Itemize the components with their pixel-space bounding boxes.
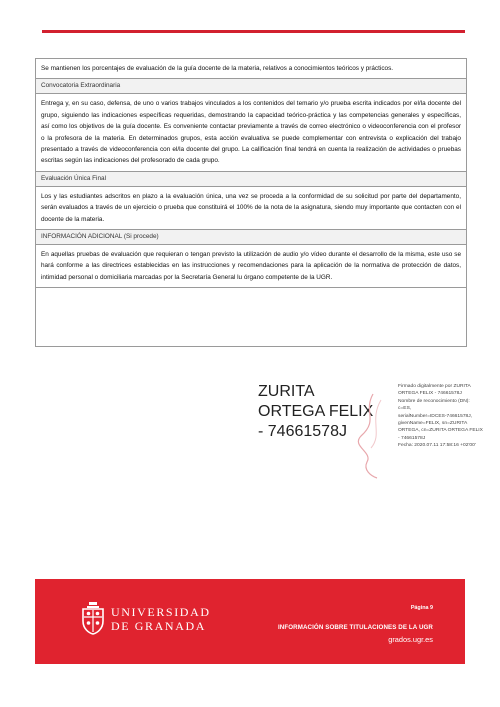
table-empty-space [36, 288, 466, 347]
section-header-additional-info: INFORMACIÓN ADICIONAL (Si procede) [36, 230, 466, 245]
university-name-line2: DE GRANADA [111, 619, 206, 633]
website-link[interactable]: grados.ugr.es [388, 635, 433, 644]
section-header-extraordinary: Convocatoria Extraordinaria [36, 79, 466, 94]
single-final-text: Los y las estudiantes adscritos en plazo a la evaluación única, una vez se proceda a la conformidad de su solicitud por parte del departamento, serán evaluados a través de un ejercicio o prueba que constituirá el 100% de la nota de la asignatura, siendo muy importante que contacten con el docente de la materia. [36, 187, 466, 230]
university-crest-icon [81, 601, 105, 635]
signature-name: ZURITA ORTEGA FELIX - 74661578J [258, 383, 374, 440]
footer-banner [35, 579, 465, 664]
section-header-single-final: Evaluación Única Final [36, 172, 466, 187]
university-name-line1: UNIVERSIDAD [111, 605, 211, 619]
evaluation-table [35, 58, 467, 347]
evaluation-text: Se mantienen los porcentajes de evaluación de la guía docente de la materia, relativos a conocimientos teóricos y prácticos. [36, 59, 466, 79]
page-number: Página 9 [410, 605, 433, 611]
extraordinary-text: Entrega y, en su caso, defensa, de uno o varios trabajos vinculados a los contenidos del temario y/o prueba escrita indicados por el/la docente del grupo, siguiendo las indicaciones específicas requeridas, demostrando la capacidad teórico-práctica y las competencias generales y específicas, así como los objetivos de la guía docente. Es conveniente contactar previamente a través de correo electrónico o videoconferencia con el profesor o la profesora de la materia. En determinados grupos, esta acción evaluativa se puede complementar con entrevista o explicación del trabajo presentado a través de videoconferencia con el/la docente del grupo. La calificación final tendrá en cuenta la realización de actividades o pruebas escritas según las indicaciones del profesorado de cada grupo. [36, 94, 466, 171]
additional-info-text: En aquellas pruebas de evaluación que requieran o tengan previsto la utilización de audio y/o vídeo durante el desarrollo de la misma, este uso se hará conforme a las directrices establecidas en las instrucciones y recomendaciones para la aplicación de la normativa de protección de datos, intimidad personal o domiciliaria marcadas por la Secretaría General lu órgano competente de la UGR. [36, 245, 466, 288]
top-accent-bar [42, 30, 465, 33]
signature-scribble-icon [343, 390, 393, 480]
signature-details: Firmado digitalmente por ZURITA ORTEGA FELIX - 74661578J Nombre de reconocimiento (DN): c=ES, serialNumber=IDCES-74661578J, givenName=FELIX, sn=ZURITA ORTEGA, cn=ZURITA ORTEGA FELIX - 74661578J Fecha: 2020.07.11 17:58:16 +02'00' [398, 384, 483, 449]
info-title: INFORMACIÓN SOBRE TITULACIONES DE LA UGR [277, 624, 433, 631]
